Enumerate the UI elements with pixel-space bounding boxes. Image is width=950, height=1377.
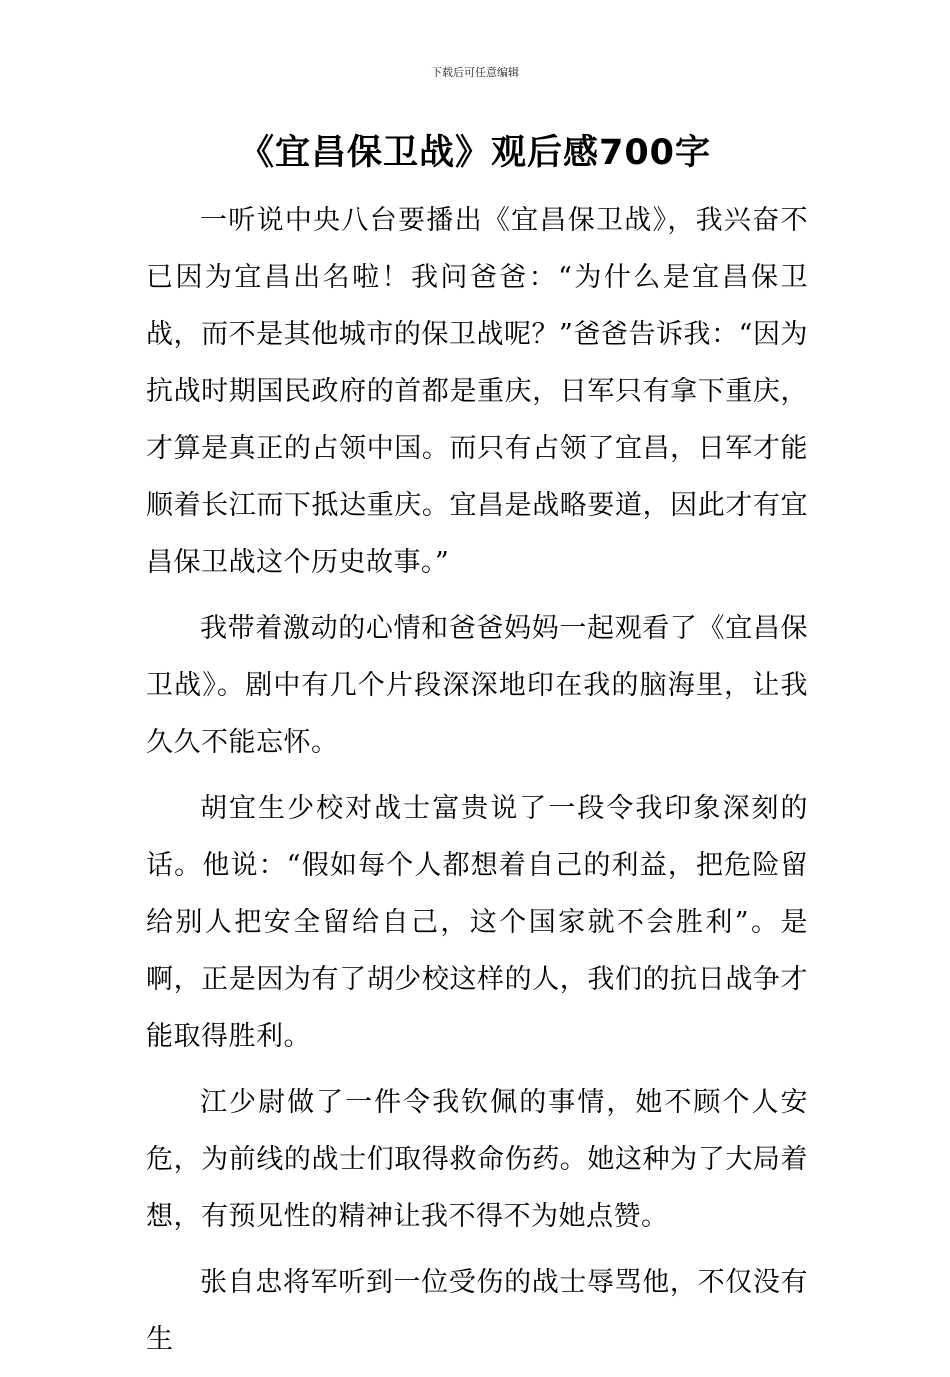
page-header-note: 下载后可任意编辑 — [431, 66, 519, 79]
paragraph-1: 一听说中央八台要播出《宜昌保卫战》，我兴奋不已因为宜昌出名啦！我问爸爸：“为什么是宜昌保卫战，而不是其他城市的保卫战呢？”爸爸告诉我：“因为抗战时期国民政府的首都是重庆，日军只有拿下重庆，才算是真正的占领中国。而只有占领了宜昌，日军才能顺着长江而下抵达重庆。宜昌是战略要道，因此才有宜昌保卫战这个历史故事。” — [146, 205, 808, 578]
document-title: 《宜昌保卫战》观后感700字 — [238, 133, 712, 173]
document-body — [146, 192, 808, 1377]
paragraph-3: 胡宜生少校对战士富贵说了一段令我印象深刻的话。他说：“假如每个人都想着自己的利益，把危险留给别人把安全留给自己，这个国家就不会胜利”。是啊，正是因为有了胡少校这样的人，我们的抗日战争才能取得胜利。 — [146, 793, 808, 1052]
paragraph-4: 江少尉做了一件令我钦佩的事情，她不顾个人安危，为前线的战士们取得救命伤药。她这种为了大局着想，有预见性的精神让我不得不为她点赞。 — [146, 1087, 808, 1232]
paragraph-2: 我带着激动的心情和爸爸妈妈一起观看了《宜昌保卫战》。剧中有几个片段深深地印在我的脑海里，让我久久不能忘怀。 — [146, 613, 808, 758]
paragraph-5: 张自忠将军听到一位受伤的战士辱骂他，不仅没有生 — [146, 1267, 808, 1355]
